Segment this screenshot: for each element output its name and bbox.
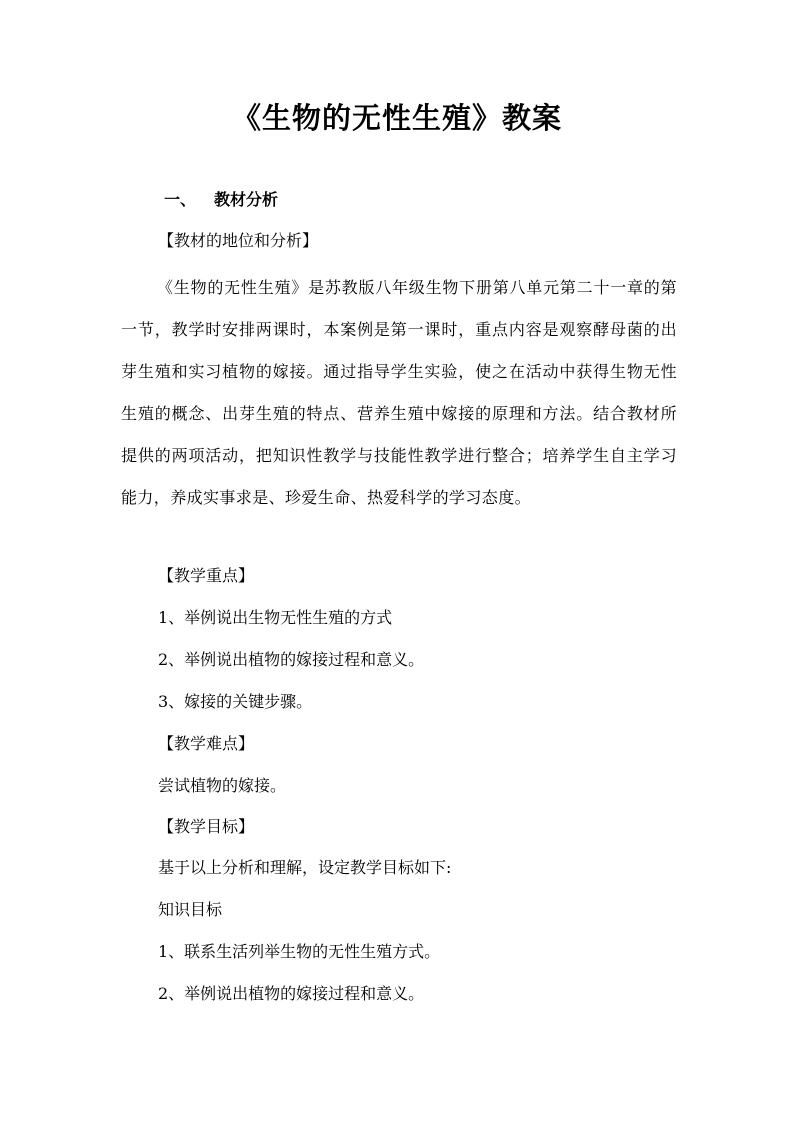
key-point-item: 1、举例说出生物无性生殖的方式 — [158, 608, 393, 627]
key-point-item: 2、举例说出植物的嫁接过程和意义。 — [158, 650, 425, 669]
key-points-heading: 【教学重点】 — [158, 566, 255, 585]
status-paragraph: 《生物的无性生殖》是苏教版八年级生物下册第八单元第二十一章的第一节，教学时安排两课时，本案例是第一课时，重点内容是观察酵母菌的出芽生殖和实习植物的嫁接。通过指导学生实验，使之在活动中获得生物无性生殖的概念、出芽生殖的特点、营养生殖中嫁接的原理和方法。结合教材所提供的两项活动，把知识性教学与技能性教学进行整合；培养学生自主学习能力，养成实事求是、珍爱生命、热爱科学的学习态度。 — [121, 278, 677, 507]
document-title: 《生物的无性生殖》教案 — [231, 101, 562, 135]
status-heading: 【教材的地位和分析】 — [158, 231, 319, 250]
key-point-item: 3、嫁接的关键步骤。 — [158, 692, 313, 711]
section-label: 教材分析 — [214, 190, 279, 209]
goals-intro: 基于以上分析和理解，设定教学目标如下: — [158, 858, 452, 877]
knowledge-goal-item: 1、联系生活列举生物的无性生殖方式。 — [158, 942, 441, 961]
knowledge-goal-item: 2、举例说出植物的嫁接过程和意义。 — [158, 984, 425, 1003]
difficulty-heading: 【教学难点】 — [158, 734, 255, 753]
section-number: 一、 — [164, 190, 197, 209]
section-heading-1 — [164, 186, 278, 214]
difficulty-text: 尝试植物的嫁接。 — [158, 776, 287, 795]
goals-heading: 【教学目标】 — [158, 817, 255, 836]
knowledge-goals-label: 知识目标 — [158, 900, 223, 919]
